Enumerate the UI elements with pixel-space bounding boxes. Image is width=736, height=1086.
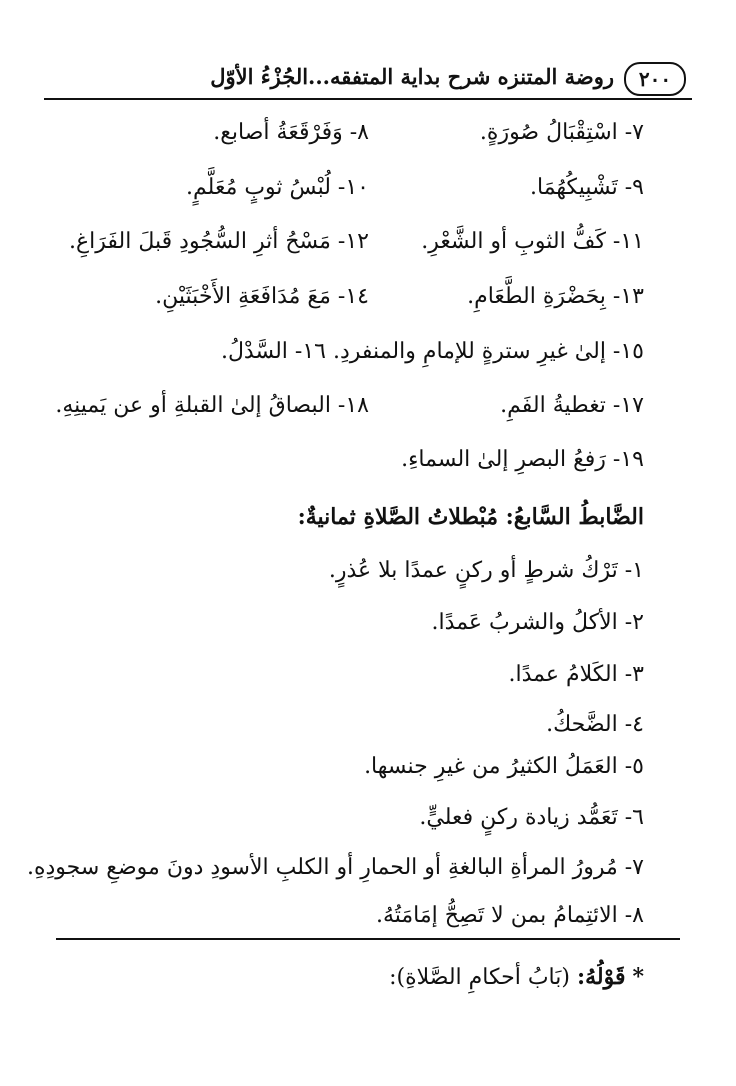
commentary-label: قَوْلُهُ: [576, 964, 626, 990]
footnote-separator [56, 938, 680, 940]
list-item: ١٢- مَسْحُ أثرِ السُّجُودِ قَبلَ الفَرَاغِ. [69, 229, 369, 254]
list-row [40, 277, 644, 317]
list-item: ١٨- البصاقُ إلىٰ القبلةِ أو عن يَمينِهِ. [55, 393, 369, 418]
list-item: ٨- الائتِمامُ بمن لا تَصِحُّ إمَامَتُهُ. [375, 903, 644, 928]
list-item: ٢- الأكلُ والشربُ عَمدًا. [431, 610, 644, 635]
list-item: ١٧- تغطيةُ الفَمِ. [500, 393, 644, 418]
list-item: ١٠- لُبْسُ ثوبٍ مُعَلَّمٍ. [186, 175, 369, 200]
list-item: ١٤- مَعَ مُدَافَعَةِ الأَخْبَثَيْنِ. [155, 284, 369, 309]
commentary-text: (بَابُ أحكامِ الصَّلاةِ): [389, 965, 570, 990]
list-row [40, 168, 644, 208]
commentary-line [40, 956, 644, 998]
section-heading: الضَّابطُ السَّابعُ: مُبْطلاتُ الصَّلاةِ ثمانيةٌ: [297, 504, 644, 530]
list-item: ١٥- إلىٰ غيرِ سترةٍ للإمامِ والمنفردِ. ١٦- السَّدْلُ. [220, 339, 644, 364]
list-item: ٣- الكَلامُ عمدًا. [508, 662, 644, 687]
list-item: ١١- كَفُّ الثوبِ أو الشَّعْرِ. [421, 229, 644, 254]
list-item: ٩- تَشْبِيكُهُمَا. [530, 175, 644, 200]
page-number-badge [624, 62, 686, 96]
list-item: ٨- وَفَرْقَعَةُ أصابع. [213, 120, 369, 145]
list-row [40, 386, 644, 426]
list-item: ١- تَرْكُ شرطٍ أو ركنٍ عمدًا بلا عُذرٍ. [328, 558, 644, 583]
star-marker: * [632, 964, 644, 990]
list-item: ٧- مُرورُ المرأةِ البالغةِ أو الحمارِ أو الكلبِ الأسودِ دونَ موضعِ سجودِهِ. [26, 855, 644, 880]
list-row [40, 113, 644, 153]
page-header [44, 60, 692, 104]
list-item: ١٩- رَفعُ البصرِ إلىٰ السماءِ. [401, 447, 644, 472]
list-item: ٧- اسْتِقْبَالُ صُورَةٍ. [479, 120, 644, 145]
list-item: ١٣- بِحَضْرَةِ الطَّعَامِ. [467, 284, 644, 309]
page-number: ٢٠٠ [638, 67, 672, 91]
list-item: ٤- الضَّحكُ. [546, 712, 644, 737]
list-item: ٥- العَمَلُ الكثيرُ من غيرِ جنسها. [364, 754, 644, 779]
list-row [40, 222, 644, 262]
running-title: روضة المتنزه شرح بداية المتفقه...الجُزْءُ الأوّل [210, 64, 614, 89]
header-rule [44, 98, 692, 100]
list-item: ٦- تَعَمُّد زيادة ركنٍ فعليٍّ. [419, 805, 644, 830]
